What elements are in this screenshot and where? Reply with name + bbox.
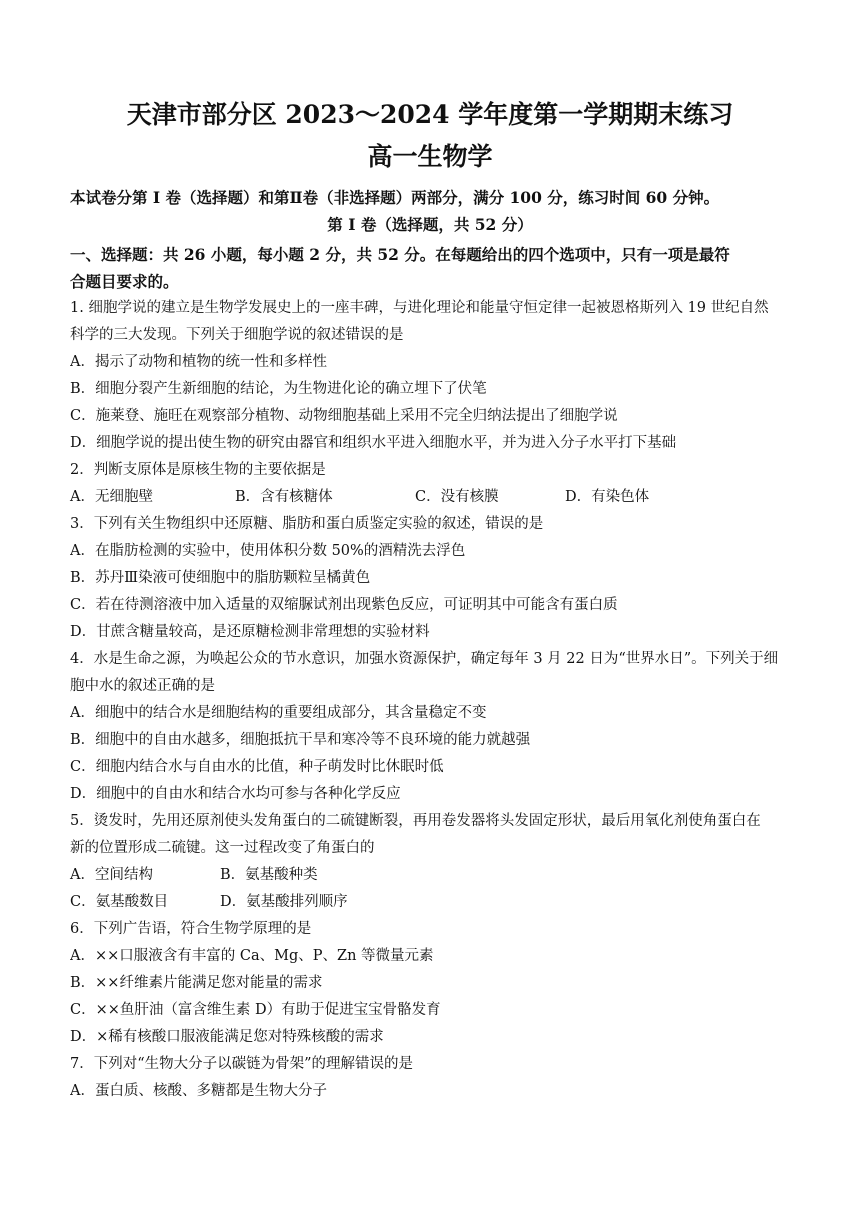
q6-option-b: B．××纤维素片能满足您对能量的需求	[70, 975, 323, 991]
subject-title: 高一生物学	[367, 142, 493, 171]
q1-stem-2: 科学的三大发现。下列关于细胞学说的叙述错误的是	[70, 327, 404, 343]
q4-option-b: B．细胞中的自由水越多，细胞抵抗干旱和寒冷等不良环境的能力就越强	[70, 732, 531, 748]
q5-option-b: B．氨基酸种类	[220, 867, 318, 883]
q2-stem: 2．判断支原体是原核生物的主要依据是	[70, 462, 326, 478]
q4-option-a: A．细胞中的结合水是细胞结构的重要组成部分，其含量稳定不变	[70, 705, 487, 721]
section-line-1: 一、选择题：共 26 小题，每小题 2 分，共 52 分。在每题给出的四个选项中，只有一项是最符	[70, 245, 730, 264]
q5-option-a: A．空间结构	[70, 867, 153, 883]
q3-option-a: A．在脂肪检测的实验中，使用体积分数 50%的酒精洗去浮色	[70, 543, 466, 559]
q4-stem-1: 4．水是生命之源，为唤起公众的节水意识，加强水资源保护，确定每年 3 月 22 日为“世界水日”。下列关于细	[70, 651, 779, 667]
q2-option-d: D．有染色体	[565, 489, 650, 505]
q4-option-d: D．细胞中的自由水和结合水均可参与各种化学反应	[70, 786, 401, 802]
q1-stem-1: 1. 细胞学说的建立是生物学发展史上的一座丰碑，与进化理论和能量守恒定律一起被恩格斯列入 19 世纪自然	[70, 300, 769, 316]
exam-title: 天津市部分区 2023～2024 学年度第一学期期末练习	[126, 100, 734, 129]
q6-option-c: C．××鱼肝油（富含维生素 D）有助于促进宝宝骨骼发育	[70, 1002, 441, 1018]
q3-stem: 3．下列有关生物组织中还原糖、脂肪和蛋白质鉴定实验的叙述，错误的是	[70, 516, 544, 532]
section-line-2: 合题目要求的。	[70, 272, 179, 291]
q1-option-a: A．揭示了动物和植物的统一性和多样性	[70, 354, 327, 370]
part-heading: 第 I 卷（选择题，共 52 分）	[327, 215, 533, 234]
q3-option-d: D．甘蔗含糖量较高，是还原糖检测非常理想的实验材料	[70, 624, 430, 640]
q5-option-c: C．氨基酸数目	[70, 894, 169, 910]
q1-option-c: C．施莱登、施旺在观察部分植物、动物细胞基础上采用不完全归纳法提出了细胞学说	[70, 408, 618, 424]
q3-option-c: C．若在待测溶液中加入适量的双缩脲试剂出现紫色反应，可证明其中可能含有蛋白质	[70, 597, 618, 613]
q5-stem-1: 5．烫发时，先用还原剂使头发角蛋白的二硫键断裂，再用卷发器将头发固定形状，最后用氧化剂使角蛋白在	[70, 813, 761, 829]
q5-option-d: D．氨基酸排列顺序	[220, 894, 348, 910]
exam-note: 本试卷分第 I 卷（选择题）和第Ⅱ卷（非选择题）两部分，满分 100 分，练习时间 60 分钟。	[70, 188, 720, 207]
q6-option-a: A．××口服液含有丰富的 Ca、Mg、P、Zn 等微量元素	[70, 948, 434, 964]
q6-stem: 6．下列广告语，符合生物学原理的是	[70, 921, 312, 937]
q4-option-c: C．细胞内结合水与自由水的比值，种子萌发时比休眠时低	[70, 759, 444, 775]
section-instructions	[70, 241, 795, 295]
q1-option-d: D．细胞学说的提出使生物的研究由器官和组织水平进入细胞水平，并为进入分子水平打下基础	[70, 435, 677, 451]
q2-option-c: C．没有核膜	[415, 489, 499, 505]
q6-option-d: D．×稀有核酸口服液能满足您对特殊核酸的需求	[70, 1029, 384, 1045]
q3-option-b: B．苏丹Ⅲ染液可使细胞中的脂肪颗粒呈橘黄色	[70, 570, 371, 586]
q5-options-row-1	[70, 862, 795, 889]
q5-stem-2: 新的位置形成二硫键。这一过程改变了角蛋白的	[70, 840, 375, 856]
q5-options-row-2	[70, 889, 795, 916]
questions	[70, 295, 795, 1105]
q2-options	[70, 484, 795, 511]
q4-stem-2: 胞中水的叙述正确的是	[70, 678, 215, 694]
q7-stem: 7．下列对“生物大分子以碳链为骨架”的理解错误的是	[70, 1056, 414, 1072]
q2-option-a: A．无细胞壁	[70, 489, 153, 505]
q1-option-b: B．细胞分裂产生新细胞的结论，为生物进化论的确立埋下了伏笔	[70, 381, 487, 397]
q2-option-b: B．含有核糖体	[235, 489, 333, 505]
q7-option-a: A．蛋白质、核酸、多糖都是生物大分子	[70, 1083, 327, 1099]
